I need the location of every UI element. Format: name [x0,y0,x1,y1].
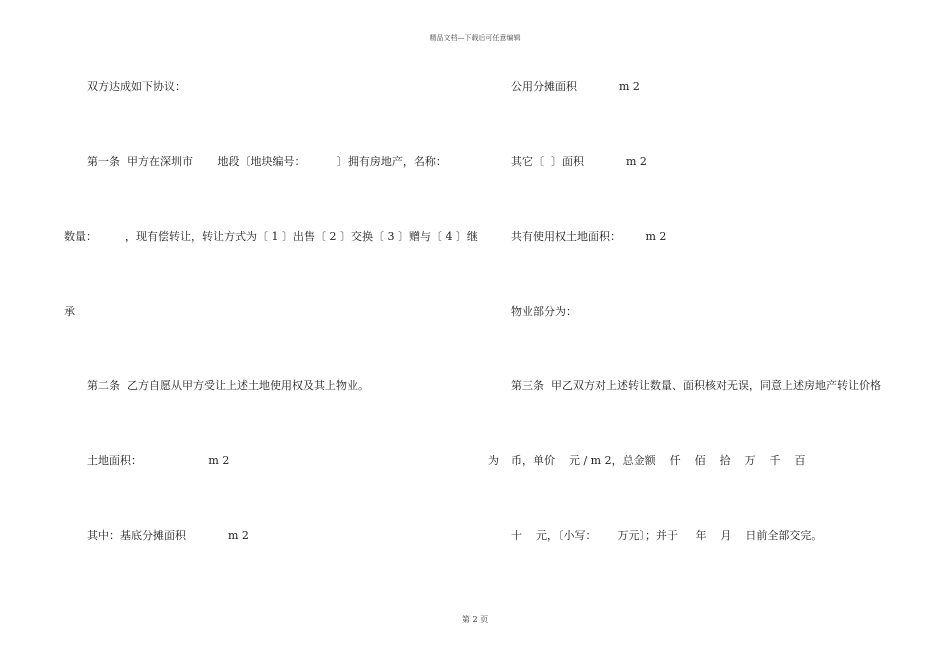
right-line-other-area: 其它〔 〕面积 m 2 [511,155,647,168]
left-line-agreement: 双方达成如下协议： [87,80,186,93]
left-line-wei: 为 [488,454,499,467]
page-number: 第 2 页 [461,615,489,624]
right-line-article-3: 第三条 甲乙双方对上述转让数量、面积核对无误，同意上述房地产转让价格 [511,379,881,392]
left-line-land-area: 土地面积： m 2 [87,454,230,467]
left-line-quantity: 数量： ，现有偿转让，转让方式为〔 1 〕出售〔 2 〕交换〔 3 〕赠与〔 4 〕继 [64,230,478,243]
left-line-base-area: 其中：基底分摊面积 m 2 [87,529,249,542]
right-line-shared-land: 共有使用权土地面积： m 2 [511,230,667,243]
left-line-article-2: 第二条 乙方自愿从甲方受让上述土地使用权及其上物业。 [87,379,369,392]
left-line-inherit: 承 [64,305,75,318]
right-line-payment: 十 元，〔小写： 万元〕；并于 年 月 日前全部交完。 [511,529,823,542]
page-header: 精品文档—下载后可任意编辑 [429,34,521,42]
left-line-article-1: 第一条 甲方在深圳市 地段〔地块编号： 〕拥有房地产，名称： [87,155,447,168]
right-line-property: 物业部分为： [511,305,577,318]
right-line-price: 币，单价 元 / m 2，总金额 仟 佰 拾 万 千 百 [511,454,806,467]
right-line-public-area: 公用分摊面积 m 2 [511,80,640,93]
